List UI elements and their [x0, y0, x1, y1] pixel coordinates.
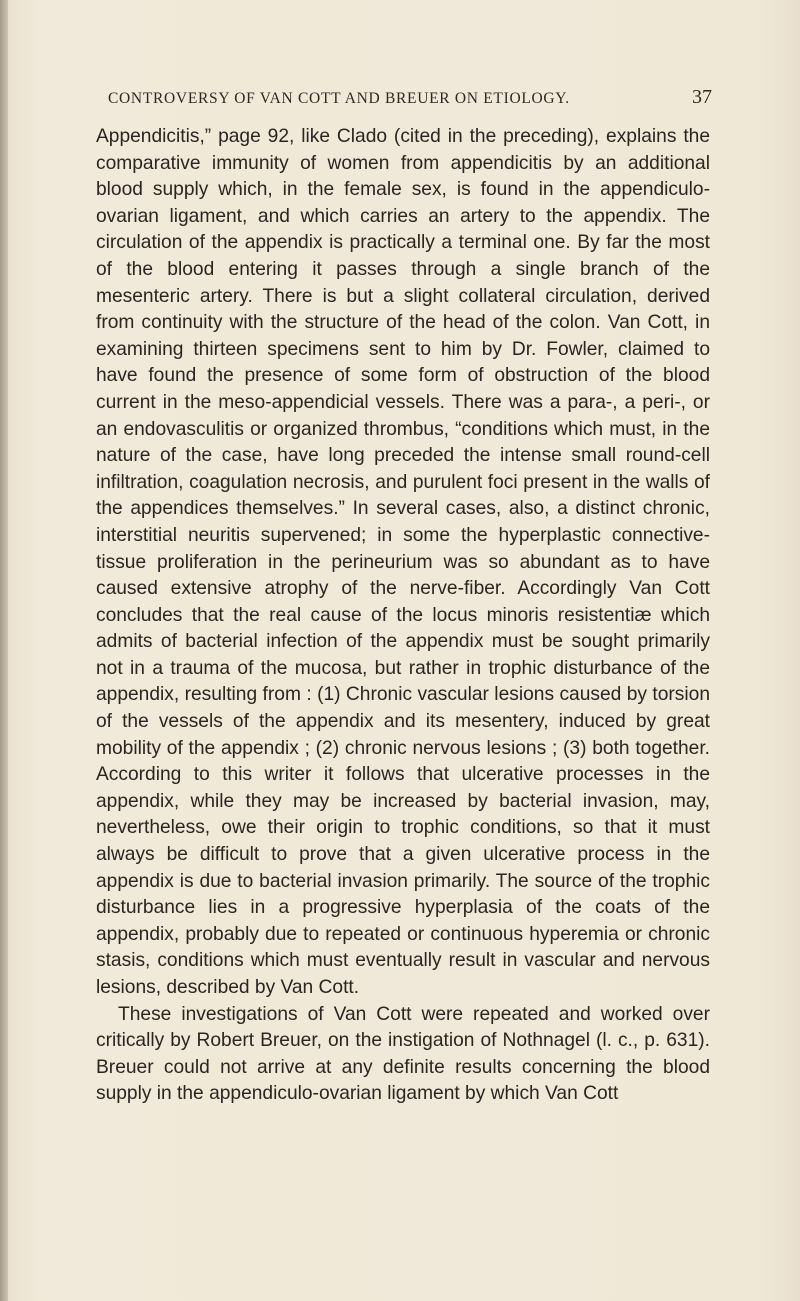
- paragraph-1: Appendicitis,” page 92, like Clado (cited in the preceding), explains the comparative immunity of women from appendicitis by an additional blood supply which, in the female sex, is found in the appendiculo-ovarian ligament, and which carries an artery to the appendix. The circulation of the appendix is practically a terminal one. By far the most of the blood entering it passes through a single branch of the mesenteric artery. There is but a slight collateral circulation, derived from continuity with the structure of the head of the colon. Van Cott, in examining thirteen specimens sent to him by Dr. Fowler, claimed to have found the presence of some form of obstruction of the blood current in the meso-appendicial vessels. There was a para-, a peri-, or an endovasculitis or organized thrombus, “conditions which must, in the nature of the case, have long preceded the intense small round-cell infiltration, coagulation necrosis, and purulent foci present in the walls of the appendices themselves.” In several cases, also, a distinct chronic, interstitial neuritis supervened; in some the hyperplastic connective-tissue proliferation in the perineurium was so abundant as to have caused extensive atrophy of the nerve-fiber. Accordingly Van Cott concludes that the real cause of the locus minoris resistentiæ which admits of bacterial infection of the appendix must be sought primarily not in a trauma of the mucosa, but rather in trophic disturbance of the appendix, resulting from : (1) Chronic vascular lesions caused by torsion of the vessels of the appendix and its mesentery, induced by great mobility of the appendix ; (2) chronic nervous lesions ; (3) both together. According to this writer it follows that ulcerative processes in the appendix, while they may be increased by bacterial invasion, may, nevertheless, owe their origin to trophic conditions, so that it must always be difficult to prove that a given ulcerative process in the appendix is due to bacterial invasion primarily. The source of the trophic disturbance lies in a progressive hyperplasia of the coats of the appendix, probably due to repeated or continuous hyperemia or chronic stasis, conditions which must eventually result in vascular and nervous lesions, described by Van Cott.: [96, 126, 710, 998]
- page-number: 37: [692, 86, 712, 108]
- page-header: [108, 86, 712, 112]
- body-text: [96, 124, 710, 1108]
- page-gutter-shadow: [0, 0, 8, 1301]
- paragraph-2: These investigations of Van Cott were repeated and worked over critically by Robert Breuer, on the instigation of Nothnagel (l. c., p. 631). Breuer could not arrive at any definite results concerning the blood supply in the appendiculo-ovarian ligament by which Van Cott: [96, 1003, 710, 1105]
- running-head: CONTROVERSY OF VAN COTT AND BREUER ON ETIOLOGY.: [108, 90, 570, 107]
